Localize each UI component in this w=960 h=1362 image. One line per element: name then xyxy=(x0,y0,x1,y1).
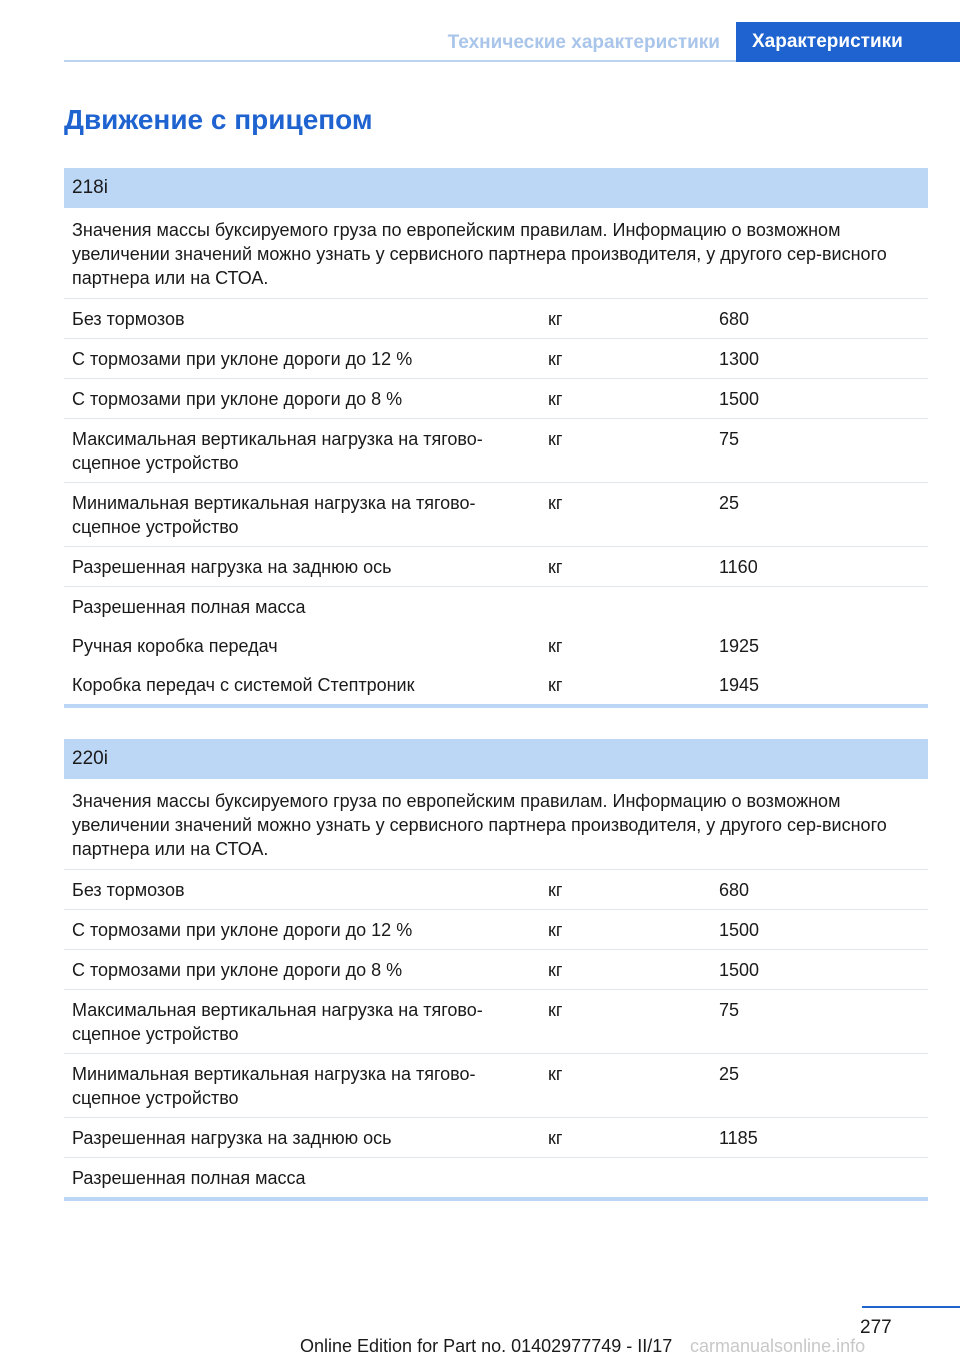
table-row xyxy=(64,299,928,339)
row-label: Минимальная вертикальная нагрузка на тягово-сцепное устройство xyxy=(72,493,476,537)
table-row xyxy=(64,339,928,379)
spec-table-218i xyxy=(64,168,928,708)
table-row xyxy=(64,1054,928,1118)
table-row xyxy=(64,665,928,704)
row-label: Разрешенная нагрузка на заднюю ось xyxy=(72,557,392,577)
row-value: 1500 xyxy=(719,960,760,980)
row-value: 1925 xyxy=(719,636,760,656)
row-label: Ручная коробка передач xyxy=(72,636,278,656)
footer-watermark: carmanualsonline.info xyxy=(690,1336,866,1356)
table-row xyxy=(64,419,928,483)
row-unit: кг xyxy=(548,1000,563,1020)
row-unit: кг xyxy=(548,1064,563,1084)
table-row xyxy=(64,990,928,1054)
row-value: 1300 xyxy=(719,349,760,369)
row-unit: кг xyxy=(548,880,563,900)
row-label: Разрешенная полная масса xyxy=(72,597,306,617)
table-row xyxy=(64,379,928,419)
header-chapter-tab: Характеристики xyxy=(736,22,960,62)
row-unit: кг xyxy=(548,557,563,577)
table-note: Значения массы буксируемого груза по европейским правилам. Информацию о возможном увеличении значений можно узнать у сервисного партнера производителя, у другого сер‐висного партнера или на СТОА. xyxy=(64,208,928,299)
row-label: С тормозами при уклоне дороги до 8 % xyxy=(72,960,403,980)
row-value xyxy=(711,1166,928,1190)
row-unit: кг xyxy=(548,389,563,409)
page-header xyxy=(64,22,960,62)
row-unit: кг xyxy=(548,675,563,695)
row-unit: кг xyxy=(548,960,563,980)
table-row xyxy=(64,547,928,587)
table-note: Значения массы буксируемого груза по европейским правилам. Информацию о возможном увеличении значений можно узнать у сервисного партнера производителя, у другого сер‐висного партнера или на СТОА. xyxy=(64,779,928,870)
table-model-header: 220i xyxy=(64,739,928,779)
spec-table-220i xyxy=(64,739,928,1201)
table-row xyxy=(64,587,928,626)
row-value: 1500 xyxy=(719,920,760,940)
row-label: Без тормозов xyxy=(72,309,185,329)
page-number-rule xyxy=(862,1306,960,1308)
table-row xyxy=(64,950,928,990)
table-end-rule xyxy=(64,704,928,708)
page-number: 277 xyxy=(860,1317,892,1338)
row-unit: кг xyxy=(548,429,563,449)
row-label: Максимальная вертикальная нагрузка на тягово-сцепное устройство xyxy=(72,429,483,473)
row-unit xyxy=(538,1166,711,1190)
table-row xyxy=(64,870,928,910)
row-unit: кг xyxy=(548,493,563,513)
row-value: 75 xyxy=(719,1000,740,1020)
row-label: Максимальная вертикальная нагрузка на тягово-сцепное устройство xyxy=(72,1000,483,1044)
row-label: Коробка передач с системой Стептроник xyxy=(72,675,415,695)
table-model-header: 218i xyxy=(64,168,928,208)
table-row xyxy=(64,1158,928,1197)
row-value: 680 xyxy=(719,309,750,329)
row-label: Без тормозов xyxy=(72,880,185,900)
table-row xyxy=(64,1118,928,1158)
row-unit: кг xyxy=(548,349,563,369)
row-value: 1945 xyxy=(719,675,760,695)
row-label: Разрешенная полная масса xyxy=(72,1168,306,1188)
row-label: С тормозами при уклоне дороги до 12 % xyxy=(72,920,413,940)
row-value: 1185 xyxy=(719,1128,758,1148)
header-section-title: Технические характеристики xyxy=(447,32,720,53)
row-unit: кг xyxy=(548,920,563,940)
row-label: С тормозами при уклоне дороги до 12 % xyxy=(72,349,413,369)
row-value: 25 xyxy=(719,1064,740,1084)
footer-edition: Online Edition for Part no. 01402977749 - II/17 xyxy=(300,1336,673,1356)
row-unit: кг xyxy=(548,1128,563,1148)
row-value: 75 xyxy=(719,429,740,449)
row-value: 1160 xyxy=(719,557,758,577)
table-end-rule xyxy=(64,1197,928,1201)
row-unit: кг xyxy=(548,309,563,329)
row-label: Разрешенная нагрузка на заднюю ось xyxy=(72,1128,392,1148)
row-value: 25 xyxy=(719,493,740,513)
table-row xyxy=(64,910,928,950)
page-title: Движение с прицепом xyxy=(64,104,373,135)
row-value: 680 xyxy=(719,880,750,900)
row-unit xyxy=(538,595,711,619)
row-value: 1500 xyxy=(719,389,760,409)
row-label: Минимальная вертикальная нагрузка на тягово-сцепное устройство xyxy=(72,1064,476,1108)
row-label: С тормозами при уклоне дороги до 8 % xyxy=(72,389,403,409)
table-row xyxy=(64,626,928,665)
row-value xyxy=(711,595,928,619)
row-unit: кг xyxy=(548,636,563,656)
table-row xyxy=(64,483,928,547)
